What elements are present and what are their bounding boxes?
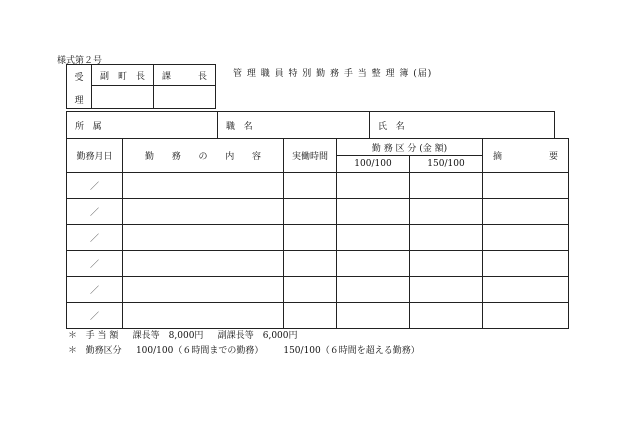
content-cell[interactable]: [123, 199, 284, 225]
header-content-char-5: 容: [251, 152, 261, 162]
category-100-cell[interactable]: [337, 173, 410, 199]
category-150-cell[interactable]: [410, 303, 483, 329]
category-100-cell[interactable]: [337, 251, 410, 277]
header-work-content: [123, 139, 284, 173]
receipt-label-2: 理: [74, 95, 84, 106]
section-chief-char-2: 長: [197, 71, 207, 82]
date-cell[interactable]: ／: [67, 303, 123, 329]
header-category-150: 150/100: [410, 156, 483, 173]
hours-cell[interactable]: [284, 277, 337, 303]
receipt-cell: [67, 65, 92, 109]
header-category-100: 100/100: [337, 156, 410, 173]
content-cell[interactable]: [123, 225, 284, 251]
affiliation-char-1: 所: [75, 121, 85, 132]
date-cell[interactable]: ／: [67, 199, 123, 225]
category-100-cell[interactable]: [337, 225, 410, 251]
position-cell[interactable]: [218, 112, 370, 139]
employee-info-row: [66, 111, 555, 139]
remarks-cell[interactable]: [483, 303, 569, 329]
header-date-char-1: 勤: [76, 152, 86, 162]
category-100-cell[interactable]: [337, 303, 410, 329]
header-remarks-char-2: 要: [548, 152, 558, 162]
table-row: [67, 303, 569, 329]
header-content-char-4: 内: [225, 152, 235, 162]
table-row: [67, 173, 569, 199]
note-allowance-amount: [68, 328, 298, 341]
hours-cell[interactable]: [284, 225, 337, 251]
hours-cell[interactable]: [284, 303, 337, 329]
header-content-char-2: 務: [171, 152, 181, 162]
header-actual-hours: 実働時間: [284, 139, 337, 173]
category-100-cell[interactable]: [337, 199, 410, 225]
category-150-cell[interactable]: [410, 277, 483, 303]
date-cell[interactable]: ／: [67, 225, 123, 251]
header-date-char-4: 日: [103, 152, 113, 162]
header-date-char-2: 務: [85, 152, 95, 162]
table-row: [67, 199, 569, 225]
position-char-1: 職: [226, 121, 236, 132]
affiliation-char-2: 属: [92, 121, 102, 132]
note-2-category-100: 100/100（６時間までの勤務）: [135, 346, 264, 356]
category-150-cell[interactable]: [410, 251, 483, 277]
remarks-cell[interactable]: [483, 251, 569, 277]
table-row: [67, 225, 569, 251]
content-cell[interactable]: [123, 173, 284, 199]
remarks-cell[interactable]: [483, 199, 569, 225]
note-work-category: [68, 343, 420, 356]
note-2-label: 勤務区分: [85, 346, 122, 356]
header-work-date: [67, 139, 123, 173]
category-150-cell[interactable]: [410, 199, 483, 225]
vice-mayor-seal-cell[interactable]: [92, 86, 154, 109]
content-cell[interactable]: [123, 303, 284, 329]
vice-mayor-header: [92, 65, 154, 86]
table-row: [67, 251, 569, 277]
section-chief-seal-cell[interactable]: [154, 86, 216, 109]
vice-mayor-char-3: 長: [135, 71, 145, 82]
note-2-category-150: 150/100（６時間を超える勤務）: [283, 346, 420, 356]
remarks-cell[interactable]: [483, 277, 569, 303]
remarks-cell[interactable]: [483, 173, 569, 199]
approval-stamp-box: [66, 64, 216, 109]
content-cell[interactable]: [123, 251, 284, 277]
hours-cell[interactable]: [284, 199, 337, 225]
header-content-char-1: 勤: [145, 152, 155, 162]
note-1-deputy: 副課長等 6,000円: [217, 331, 298, 341]
note-2-mark: ＊: [68, 346, 78, 356]
table-row: [67, 277, 569, 303]
category-150-cell[interactable]: [410, 173, 483, 199]
header-remarks: [483, 139, 569, 173]
name-char-2: 名: [395, 121, 405, 132]
name-char-1: 氏: [378, 121, 388, 132]
receipt-label-1: 受: [74, 72, 84, 83]
header-work-category: 勤 務 区 分 (金 額): [337, 139, 483, 156]
hours-cell[interactable]: [284, 173, 337, 199]
form-title: 管 理 職 員 特 別 勤 務 手 当 整 理 簿 (届): [233, 69, 433, 79]
section-chief-header: [154, 65, 216, 86]
remarks-cell[interactable]: [483, 225, 569, 251]
content-cell[interactable]: [123, 277, 284, 303]
date-cell[interactable]: ／: [67, 173, 123, 199]
note-1-label: 手 当 額: [85, 331, 119, 341]
date-cell[interactable]: ／: [67, 251, 123, 277]
note-1-chief: 課長等 8,000円: [132, 331, 204, 341]
work-record-table: [66, 138, 569, 329]
hours-cell[interactable]: [284, 251, 337, 277]
form-number: 様式第２号: [57, 56, 103, 66]
header-date-char-3: 月: [94, 152, 104, 162]
vice-mayor-char-1: 副: [100, 71, 110, 82]
note-1-mark: ＊: [68, 331, 78, 341]
header-content-char-3: の: [198, 152, 208, 162]
affiliation-cell[interactable]: [67, 112, 218, 139]
date-cell[interactable]: ／: [67, 277, 123, 303]
position-char-2: 名: [243, 121, 253, 132]
header-remarks-char-1: 摘: [493, 152, 503, 162]
section-chief-char-1: 課: [162, 71, 172, 82]
category-100-cell[interactable]: [337, 277, 410, 303]
name-cell[interactable]: [370, 112, 555, 139]
vice-mayor-char-2: 町: [117, 71, 127, 82]
category-150-cell[interactable]: [410, 225, 483, 251]
